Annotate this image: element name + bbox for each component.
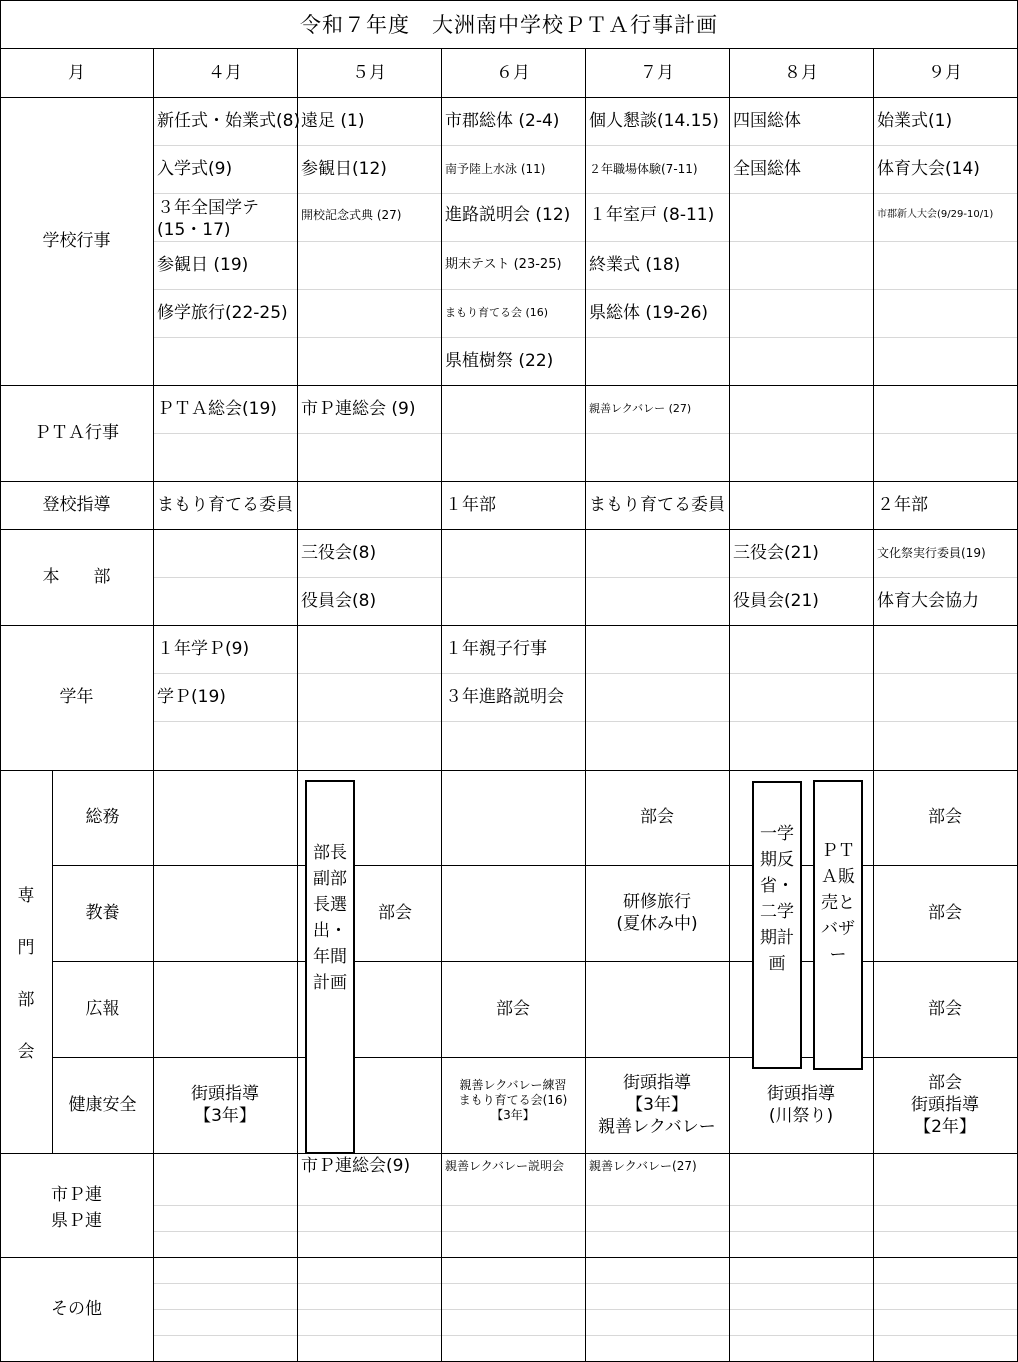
kenko-sep: 部会 街頭指導 【2年】 — [911, 1073, 979, 1137]
school-event-may: 参観日(12) — [301, 159, 387, 179]
school-event-may: 遠足 (1) — [301, 111, 365, 131]
column-border — [441, 48, 442, 1361]
school-event-apr: 参観日 (19) — [157, 255, 249, 275]
pta-event-jul: 親善レクバレー (27) — [589, 402, 692, 415]
row-label-shipren: 市Ｐ連 県Ｐ連 — [51, 1185, 102, 1231]
school-event-may: 開校記念式典 (27) — [301, 208, 402, 222]
school-event-sep: 市郡新人大会(9/29-10/1) — [877, 209, 994, 220]
honbu-sep: 体育大会協力 — [877, 591, 979, 611]
guidance-jun: １年部 — [445, 495, 496, 515]
row-label-other: その他 — [51, 1299, 102, 1319]
month-header-label: 月 — [68, 63, 85, 83]
gakunen-jun: １年親子行事 — [445, 639, 547, 659]
may-senmon-box — [305, 780, 355, 1154]
month-header-9: ９月 — [928, 63, 962, 83]
row-label-koho: 広報 — [85, 999, 120, 1019]
aug-reflection-box — [752, 781, 802, 1069]
month-header-7: ７月 — [640, 63, 674, 83]
somu-jul: 部会 — [640, 807, 674, 827]
row-label-gakunen: 学年 — [59, 687, 94, 707]
row-label-somu: 総務 — [85, 807, 120, 827]
school-event-jul: ２年職場体験(7-11) — [589, 162, 698, 176]
row-label-guidance: 登校指導 — [42, 495, 111, 515]
month-header-4: ４月 — [208, 63, 242, 83]
school-event-apr: 入学式(9) — [157, 159, 233, 179]
koho-jun: 部会 — [496, 999, 530, 1019]
honbu-aug: 役員会(21) — [733, 591, 819, 611]
school-event-jul: 県総体 (19-26) — [589, 303, 709, 323]
kyoyo-jul: 研修旅行 (夏休み中) — [616, 892, 698, 934]
school-event-aug: 全国総体 — [733, 159, 801, 179]
kyoyo-may: 部会 — [378, 903, 412, 923]
honbu-may: 役員会(8) — [301, 591, 377, 611]
school-event-jun: まもり育てる会 (16) — [445, 306, 549, 319]
gakunen-apr: １年学Ｐ(9) — [157, 639, 250, 659]
kenko-jun: 親善レクバレー練習 まもり育てる会(16) 【3年】 — [458, 1078, 568, 1122]
month-header-6: ６月 — [496, 63, 530, 83]
school-event-aug: 四国総体 — [733, 111, 801, 131]
column-border — [873, 48, 874, 1361]
school-event-apr: ３年全国学テ (15・17) — [157, 198, 259, 240]
school-event-jun: 南予陸上水泳 (11) — [445, 162, 546, 176]
month-header-8: ８月 — [784, 63, 818, 83]
gakunen-jun: ３年進路説明会 — [445, 687, 564, 707]
guidance-apr: まもり育てる委員 — [157, 495, 293, 515]
pta-event-apr: ＰＴＡ総会(19) — [157, 399, 277, 419]
school-event-jul: 個人懇談(14.15) — [589, 111, 719, 131]
column-border — [729, 48, 730, 1361]
kyoyo-sep: 部会 — [928, 903, 962, 923]
column-border — [297, 48, 298, 1361]
gakunen-apr: 学Ｐ(19) — [157, 687, 226, 707]
school-event-apr: 新任式・始業式(8) — [157, 111, 301, 131]
honbu-sep: 文化祭実行委員(19) — [877, 546, 986, 560]
honbu-may: 三役会(8) — [301, 543, 377, 563]
column-border — [153, 48, 154, 1361]
table-border-top — [0, 0, 1018, 1]
shipren-jun: 親善レクバレー説明会 — [445, 1159, 565, 1173]
row-label-kenko: 健康安全 — [68, 1095, 137, 1115]
column-border — [585, 48, 586, 1361]
school-event-apr: 修学旅行(22-25) — [157, 303, 288, 323]
school-event-sep: 体育大会(14) — [877, 159, 980, 179]
aug-bazaar-box-text: ＰＴＡ販売とバザー — [821, 841, 855, 965]
kenko-apr: 街頭指導 【3年】 — [191, 1084, 259, 1126]
school-event-jul: 終業式 (18) — [589, 255, 681, 275]
row-label-honbu: 本 部 — [42, 567, 111, 587]
kenko-aug: 街頭指導 (川祭り) — [767, 1084, 835, 1126]
somu-sep: 部会 — [928, 807, 962, 827]
aug-bazaar-box — [813, 780, 863, 1070]
kenko-jul: 街頭指導 【3年】 親善レクバレー — [598, 1073, 716, 1137]
page-title: 令和７年度 大洲南中学校ＰＴＡ行事計画 — [300, 13, 718, 37]
row-label-school: 学校行事 — [42, 231, 111, 251]
shipren-jul: 親善レクバレー(27) — [589, 1159, 697, 1173]
school-event-jul: １年室戸 (8-11) — [589, 205, 715, 225]
table-border-left — [0, 0, 1, 1362]
school-event-jun: 進路説明会 (12) — [445, 205, 571, 225]
guidance-jul: まもり育てる委員 — [589, 495, 725, 515]
school-event-jun: 県植樹祭 (22) — [445, 351, 554, 371]
row-label-pta: ＰＴＡ行事 — [34, 423, 119, 443]
may-senmon-box-text: 部長副部長選出・年間計画 — [313, 843, 347, 993]
shipren-may: 市Ｐ連総会(9) — [301, 1156, 411, 1176]
row-label-kyoyo: 教養 — [85, 903, 120, 923]
pta-event-may: 市Ｐ連総会 (9) — [301, 399, 416, 419]
guidance-sep: ２年部 — [877, 495, 928, 515]
school-event-jun: 期末テスト (23-25) — [445, 257, 562, 272]
school-event-jun: 市郡総体 (2-4) — [445, 111, 560, 131]
row-label-senmon: 専門部会 — [17, 886, 35, 1062]
aug-reflection-box-text: 一学期反省・二学期計画 — [760, 824, 794, 974]
honbu-aug: 三役会(21) — [733, 543, 819, 563]
month-header-5: ５月 — [352, 63, 386, 83]
school-event-sep: 始業式(1) — [877, 111, 953, 131]
koho-sep: 部会 — [928, 999, 962, 1019]
